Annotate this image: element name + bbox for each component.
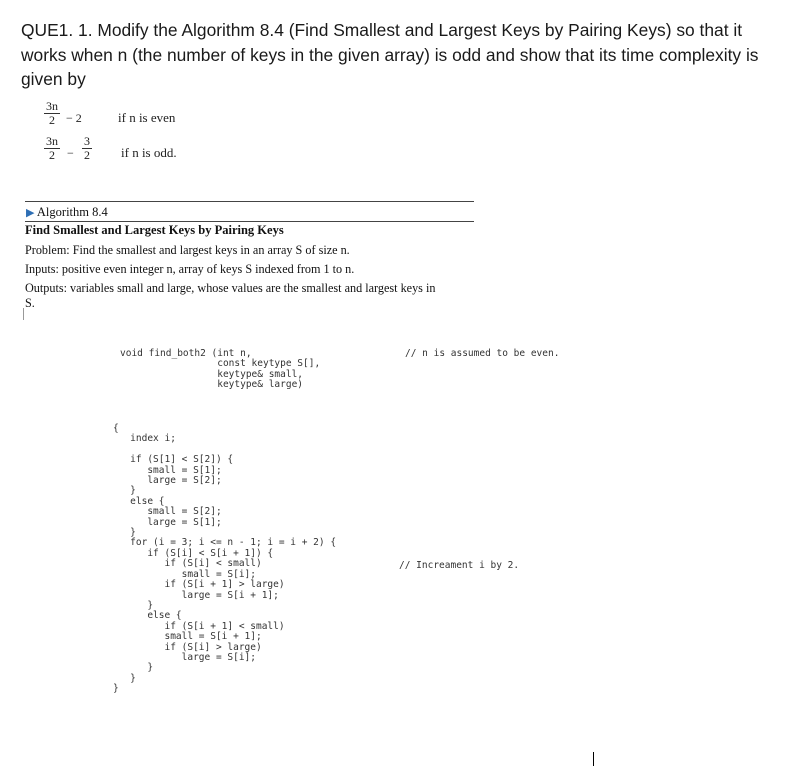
question-text: QUE1. 1. Modify the Algorithm 8.4 (Find Smallest and Largest Keys by Pairing Keys) so that it works when n (the number of keys in the given array) is odd and show that its time complexity is given by	[21, 20, 759, 89]
algorithm-title: Find Smallest and Largest Keys by Pairing Keys	[25, 223, 284, 237]
odd-condition: if n is odd.	[121, 145, 177, 160]
code-signature	[120, 349, 320, 391]
code-line: if (S[i + 1] > large)	[113, 579, 285, 591]
fraction-odd-second	[82, 135, 92, 162]
frac-odd2-numerator: 3	[84, 134, 90, 148]
code-line: large = S[i + 1];	[113, 589, 279, 601]
frac-odd-numerator: 3n	[46, 134, 58, 148]
code-line: }	[113, 485, 136, 497]
algorithm-problem: Problem: Find the smallest and largest keys in an array S of size n.	[25, 243, 350, 257]
code-line: large = S[1];	[113, 516, 222, 528]
code-line: keytype& small,	[120, 368, 304, 380]
code-body	[113, 424, 336, 695]
code-line: if (S[1] < S[2]) {	[113, 454, 234, 466]
code-line: if (S[i + 1] < small)	[113, 620, 285, 632]
rule-top	[25, 201, 474, 202]
code-line: }	[113, 662, 154, 674]
code-line: small = S[1];	[113, 464, 222, 476]
algorithm-outputs-line2: S.	[25, 296, 35, 310]
algorithm-inputs: Inputs: positive even integer n, array of keys S indexed from 1 to n.	[25, 262, 355, 276]
comment-increment: // Increament i by 2.	[399, 560, 520, 571]
rule-middle	[25, 221, 474, 222]
algorithm-label-row	[26, 205, 108, 220]
code-line: index i;	[113, 433, 176, 445]
code-line: if (S[i] < S[i + 1]) {	[113, 547, 274, 559]
code-line: else {	[113, 610, 182, 622]
algorithm-label: Algorithm 8.4	[36, 205, 108, 219]
code-line: else {	[113, 495, 165, 507]
text-cursor	[593, 752, 594, 766]
comment-even: // n is assumed to be even.	[405, 348, 560, 359]
even-operator: − 2	[66, 111, 82, 125]
code-line: keytype& large)	[120, 379, 304, 391]
code-line: large = S[2];	[113, 475, 222, 487]
frac-odd2-denominator: 2	[84, 148, 90, 162]
code-line: void find_both2 (int n,	[120, 348, 252, 359]
code-line: for (i = 3; i <= n - 1; i = i + 2) {	[113, 537, 337, 549]
code-line: const keytype S[],	[120, 358, 321, 370]
code-line: if (S[i] < small)	[113, 558, 262, 570]
frac-odd-denominator: 2	[49, 148, 55, 162]
odd-operator: −	[67, 146, 74, 160]
frac-even-denominator: 2	[49, 113, 55, 127]
code-line: }	[113, 527, 136, 539]
triangle-icon: ▶	[26, 207, 35, 219]
code-line: small = S[i];	[113, 568, 256, 580]
code-line: if (S[i] > large)	[113, 641, 262, 653]
code-line: }	[113, 672, 136, 684]
margin-tick	[23, 308, 24, 320]
fraction-odd	[44, 135, 60, 162]
frac-even-numerator: 3n	[46, 99, 58, 113]
code-line: }	[113, 599, 154, 611]
code-line: large = S[i];	[113, 651, 256, 663]
fraction-even	[44, 100, 60, 127]
code-line: {	[113, 423, 119, 434]
code-line: small = S[i + 1];	[113, 631, 262, 643]
code-line: small = S[2];	[113, 506, 222, 518]
even-condition: if n is even	[118, 110, 176, 125]
algorithm-outputs-line1: Outputs: variables small and large, whose values are the smallest and largest keys in	[25, 281, 436, 295]
code-line: }	[113, 683, 119, 695]
